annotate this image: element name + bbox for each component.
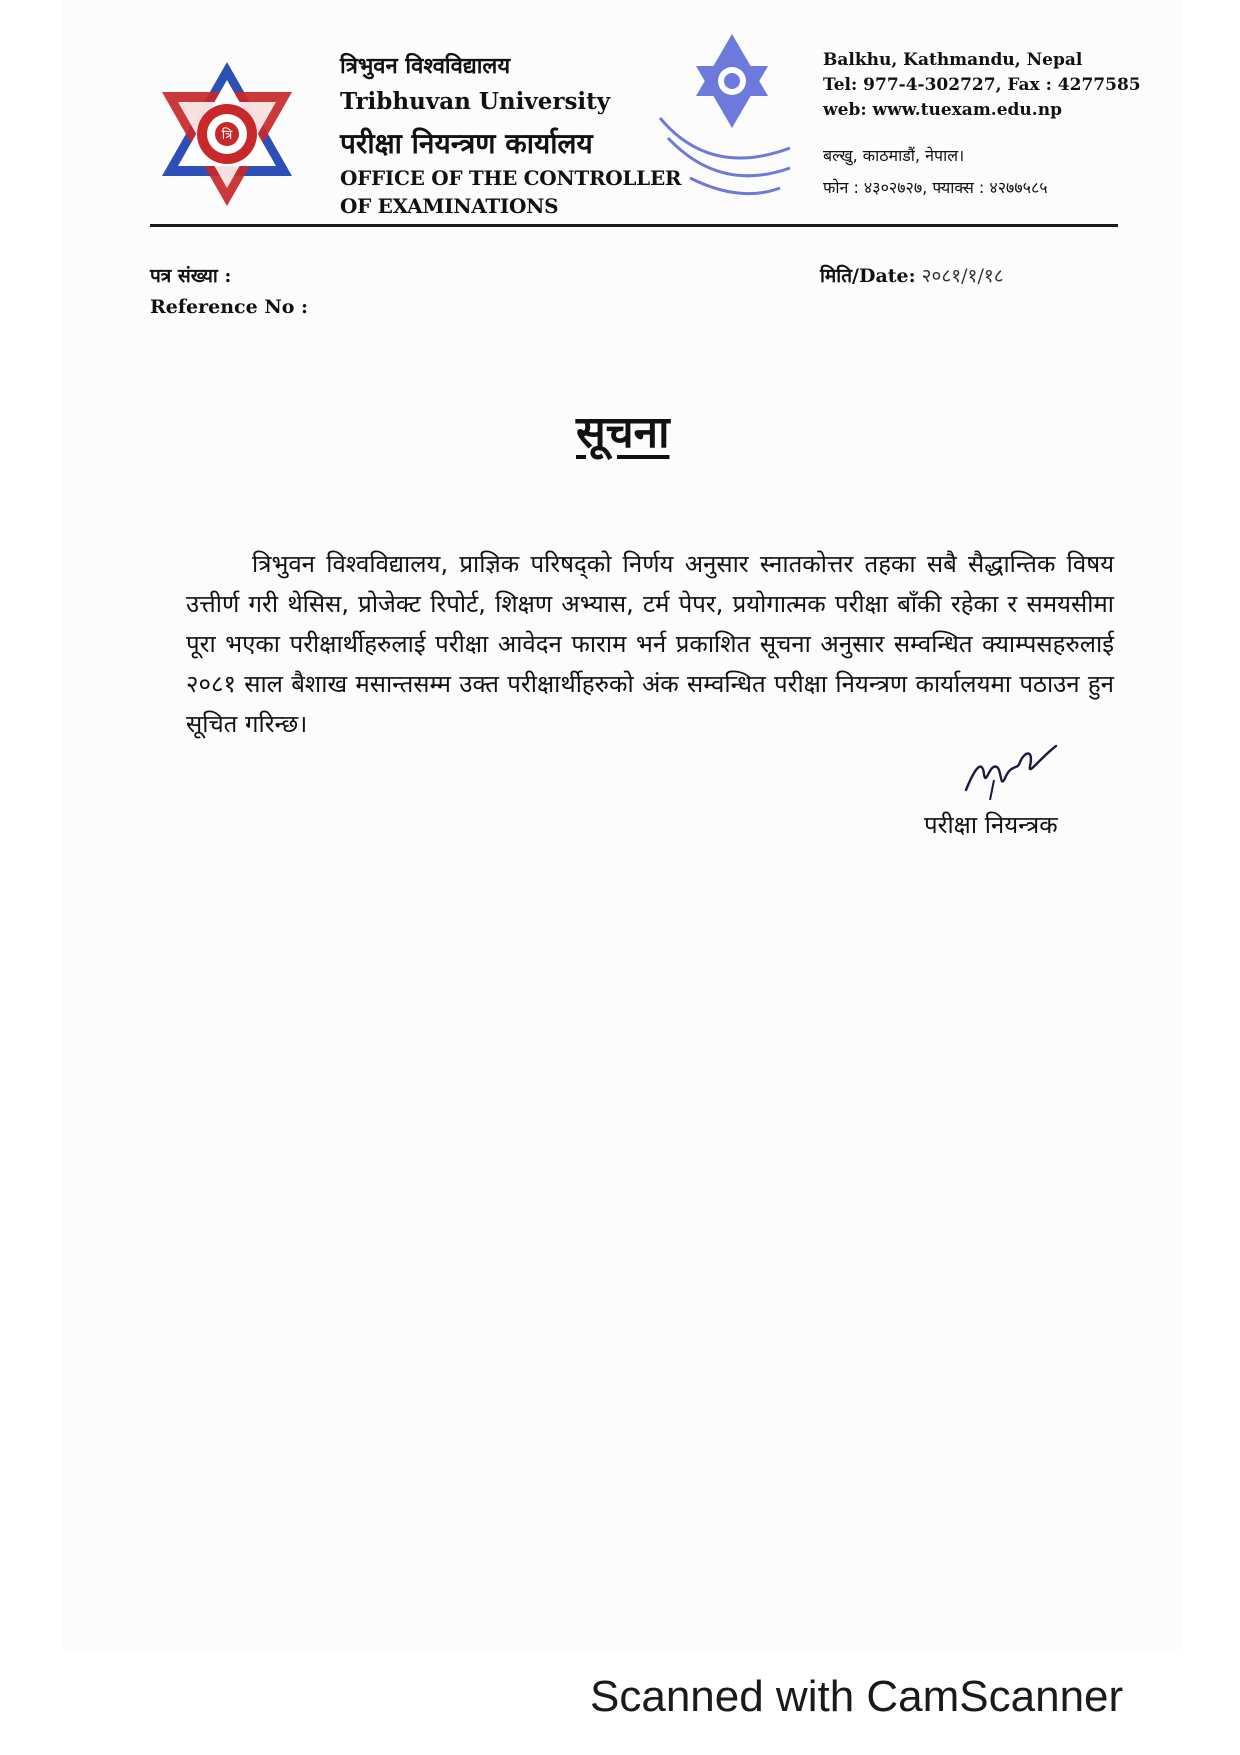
date-line (820, 262, 1004, 288)
office-name-en-line2: OF EXAMINATIONS (340, 194, 559, 218)
date-value: २०८१/१/१८ (921, 265, 1004, 287)
signatory-title: परीक्षा नियन्त्रक (924, 811, 1058, 839)
university-name-en: Tribhuvan University (340, 88, 611, 115)
reference-label-en: Reference No : (150, 296, 308, 318)
svg-text:त्रि: त्रि (221, 128, 233, 143)
tel-fax-np: फोन : ४३०२७२७, फ्याक्स : ४२७७५८५ (823, 178, 1048, 197)
reference-label-np: पत्र संख्या : (150, 265, 232, 287)
notice-body: त्रिभुवन विश्वविद्यालय, प्राज्ञिक परिषद्को निर्णय अनुसार स्नातकोत्तर तहका सबै सैद्धान्तिक विषय उत्तीर्ण गरी थेसिस, प्रोजेक्ट रिपोर्ट, शिक्षण अभ्यास, टर्म पेपर, प्रयोगात्मक परीक्षा बाँकी रहेका र समयसीमा पूरा भएका परीक्षार्थीहरुलाई परीक्षा आवेदन फाराम भर्न प्रकाशित सूचना अनुसार सम्वन्धित क्याम्पसहरुलाई २०८१ साल बैशाख मसान्तसम्म उक्त परीक्षार्थीहरुको अंक सम्वन्धित परीक्षा नियन्त्रण कार्यालयमा पठाउन हुन सूचित गरिन्छ। (186, 550, 1114, 738)
tu-emblem-icon (158, 58, 296, 210)
office-name-en-line1: OFFICE OF THE CONTROLLER (340, 166, 682, 190)
office-name-np: परीक्षा नियन्त्रण कार्यालय (340, 127, 593, 160)
camscanner-watermark: Scanned with CamScanner (590, 1672, 1124, 1721)
office-seal-stamp-icon (640, 28, 800, 218)
address-np: बल्खु, काठमाडौं, नेपाल। (823, 146, 965, 165)
university-name-np: त्रिभुवन विश्वविद्यालय (340, 53, 511, 79)
address-en: Balkhu, Kathmandu, Nepal (823, 50, 1083, 70)
notice-title: सूचना (576, 407, 670, 458)
header-divider (150, 224, 1118, 227)
handwritten-signature-icon (960, 740, 1060, 802)
website: web: www.tuexam.edu.np (823, 100, 1062, 120)
date-label: मिति/Date: (820, 265, 916, 287)
tel-fax-en: Tel: 977-4-302727, Fax : 4277585 (823, 75, 1141, 95)
